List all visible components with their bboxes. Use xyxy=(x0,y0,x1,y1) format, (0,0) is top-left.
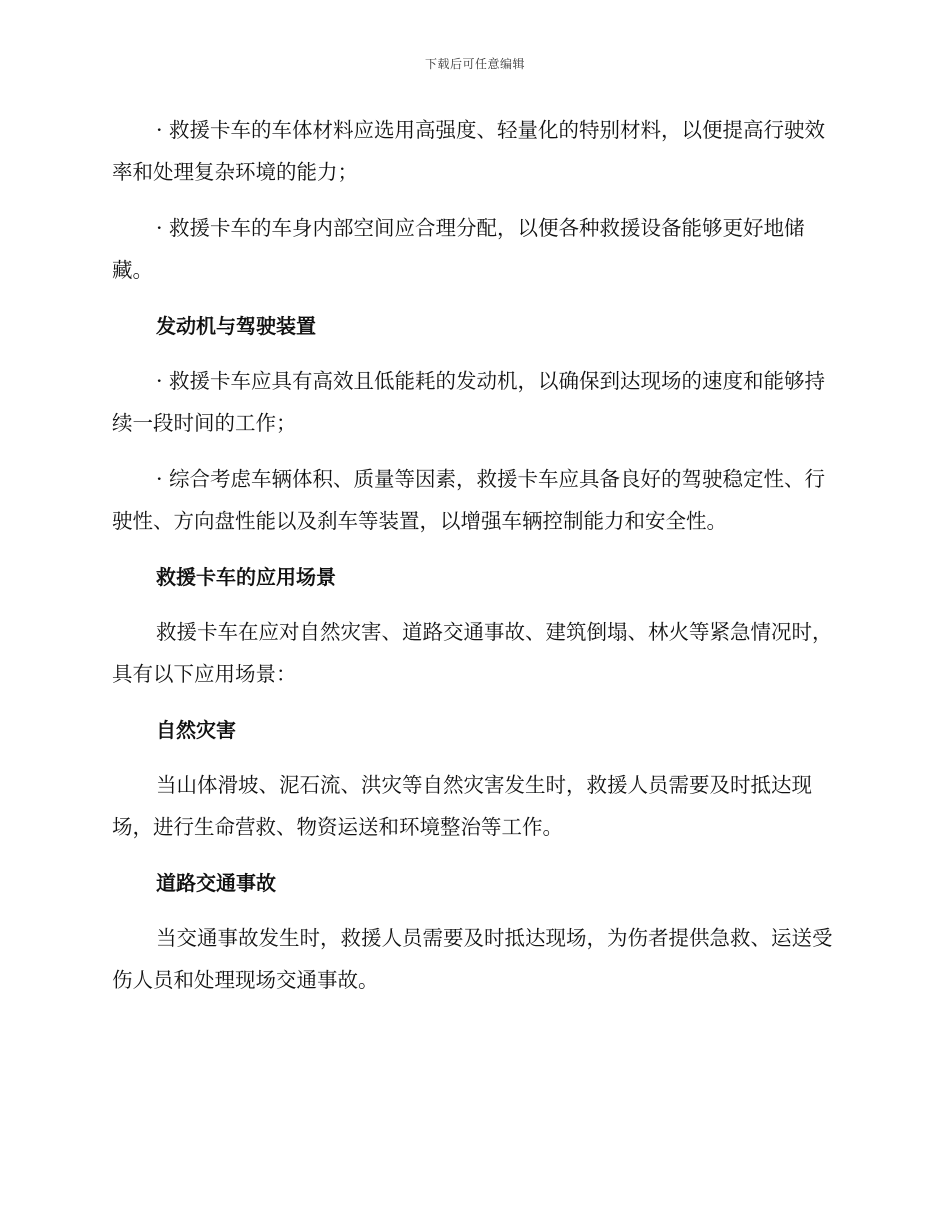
paragraph-natural-disasters: 当山体滑坡、泥石流、洪灾等自然灾害发生时，救援人员需要及时抵达现场，进行生命营救、物资运送和环境整治等工作。 xyxy=(112,773,812,839)
section-heading-engine: 发动机与驾驶装置 xyxy=(156,314,316,338)
page-header: 下载后可任意编辑 xyxy=(424,57,525,71)
paragraph-interior-space: · 救援卡车的车身内部空间应合理分配，以便各种救援设备能够更好地储藏。 xyxy=(112,216,805,282)
section-heading-traffic-accidents: 道路交通事故 xyxy=(156,871,276,895)
section-heading-natural-disasters: 自然灾害 xyxy=(156,718,236,742)
paragraph-scenarios-intro: 救援卡车在应对自然灾害、道路交通事故、建筑倒塌、林火等紧急情况时，具有以下应用场景： xyxy=(112,620,833,686)
section-heading-scenarios: 救援卡车的应用场景 xyxy=(156,565,336,589)
paragraph-driving-stability: · 综合考虑车辆体积、质量等因素，救援卡车应具备良好的驾驶稳定性、行驶性、方向盘性能以及刹车等装置，以增强车辆控制能力和安全性。 xyxy=(112,467,826,533)
paragraph-traffic-accidents: 当交通事故发生时，救援人员需要及时抵达现场，为伤者提供急救、运送受伤人员和处理现场交通事故。 xyxy=(112,926,833,992)
document-body xyxy=(112,109,834,1015)
paragraph-truck-materials: · 救援卡车的车体材料应选用高强度、轻量化的特别材料，以便提高行驶效率和处理复杂环境的能力； xyxy=(112,118,826,184)
paragraph-engine: · 救援卡车应具有高效且低能耗的发动机，以确保到达现场的速度和能够持续一段时间的工作； xyxy=(112,369,826,435)
